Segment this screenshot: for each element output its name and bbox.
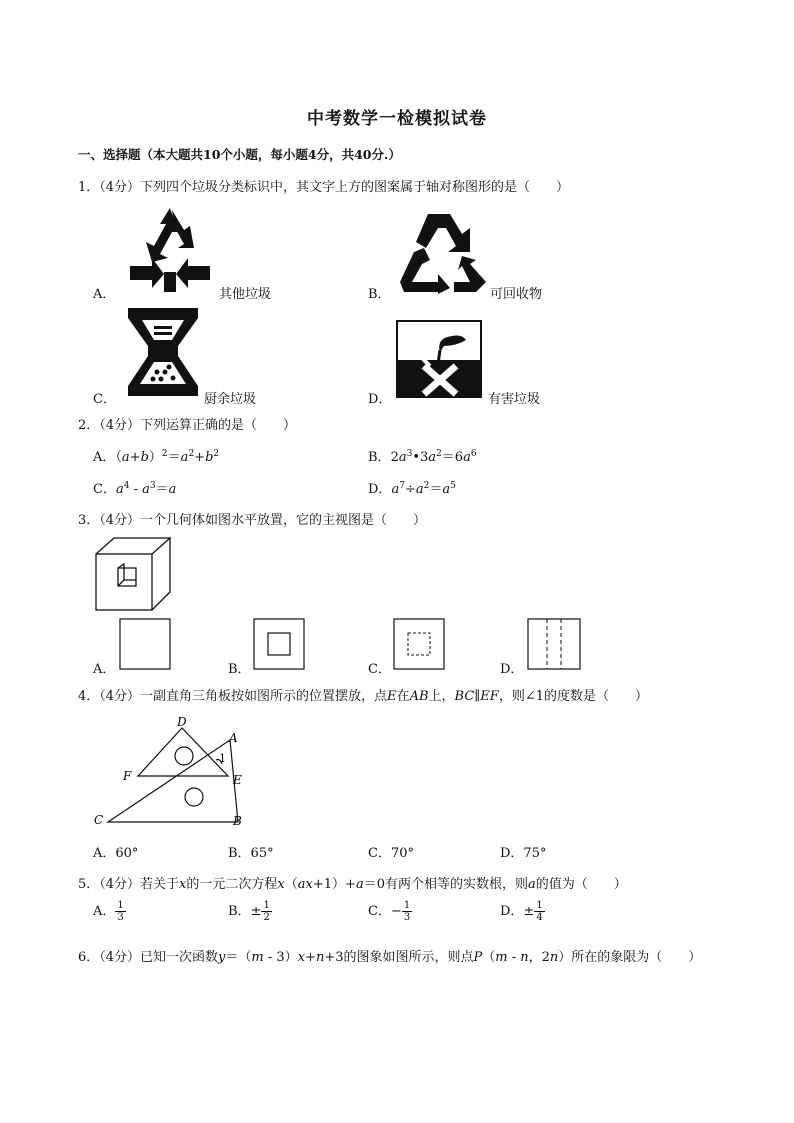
q3-option-d-letter: D． [500, 662, 524, 677]
q2-option-a: A．$(a+b)^2=a^2+b^2$ [93, 449, 220, 465]
q1-option-d-letter: D． [368, 392, 392, 407]
question-6-stem: 6．（4分）已知一次函数y＝（m - 3）x+n+3的图象如图所示，则点P（m - n，2n）所在的象限为（ ） [78, 950, 702, 965]
q5-option-c: C．− $\frac{1}{3}$ [368, 900, 411, 923]
food-waste-icon [124, 306, 202, 398]
cube-figure [94, 536, 172, 612]
q4-option-d: D．75° [500, 846, 547, 861]
q5-option-d: D．± $\frac{1}{4}$ [500, 900, 543, 923]
recyclable-icon [398, 208, 488, 294]
question-2-stem: 2．（4分）下列运算正确的是（ ） [78, 418, 297, 433]
triangle-set-figure [90, 712, 260, 832]
q3-option-a-letter: A． [93, 662, 116, 677]
label-a: A [229, 731, 238, 745]
q5-option-b: B．± $\frac{1}{2}$ [228, 900, 270, 923]
q2-option-c: C．$a^4 - a^3=a$ [93, 481, 177, 497]
q3-option-c-letter: C． [368, 662, 391, 677]
label-c: C [94, 813, 104, 827]
q3-option-a-figure [119, 618, 171, 670]
question-1-stem: 1．（4分）下列四个垃圾分类标识中，其文字上方的图案属于轴对称图形的是（ ） [78, 180, 570, 195]
hazardous-waste-icon [396, 320, 482, 398]
question-3-stem: 3．（4分）一个几何体如图水平放置，它的主视图是（ ） [78, 513, 427, 528]
section-heading: 一、选择题（本大题共10个小题，每小题4分，共40分.） [78, 147, 401, 162]
q4-option-a: A．60° [93, 846, 139, 861]
q1-option-c-caption: 厨余垃圾 [204, 392, 257, 407]
q3-option-b-letter: B． [228, 662, 251, 677]
label-f: F [123, 769, 132, 783]
label-angle-1: 1 [219, 752, 226, 765]
q1-option-a-caption: 其他垃圾 [219, 287, 272, 302]
q3-option-b-figure [253, 618, 305, 670]
label-e: E [233, 773, 242, 787]
other-waste-icon [124, 202, 216, 294]
q2-option-d: D．$a^7\div a^2=a^5$ [368, 481, 456, 497]
question-5-stem: 5．（4分）若关于x的一元二次方程x（ax+1）+a＝0有两个相等的实数根，则a的值为（ ） [78, 877, 627, 892]
q2-option-b: B．$2a^3•3a^2=6a^6$ [368, 449, 477, 465]
q4-option-c: C．70° [368, 846, 414, 861]
q3-option-d-figure [527, 618, 581, 670]
q5-option-a: A． $\frac{1}{3}$ [93, 900, 124, 923]
q1-option-c-letter: C． [93, 392, 116, 407]
label-d: D [177, 715, 187, 729]
q1-option-b-letter: B． [368, 287, 391, 302]
q1-option-a-letter: A． [93, 287, 116, 302]
question-4-stem: 4．（4分）一副直角三角板按如图所示的位置摆放，点E在AB上，BC∥EF，则∠1的度数是（ ） [78, 689, 648, 704]
q3-option-c-figure [393, 618, 445, 670]
page-title: 中考数学一检模拟试卷 [307, 109, 487, 129]
q1-option-d-caption: 有害垃圾 [488, 392, 541, 407]
label-b: B [233, 814, 242, 828]
q4-option-b: B．65° [228, 846, 274, 861]
q1-option-b-caption: 可回收物 [490, 287, 543, 302]
